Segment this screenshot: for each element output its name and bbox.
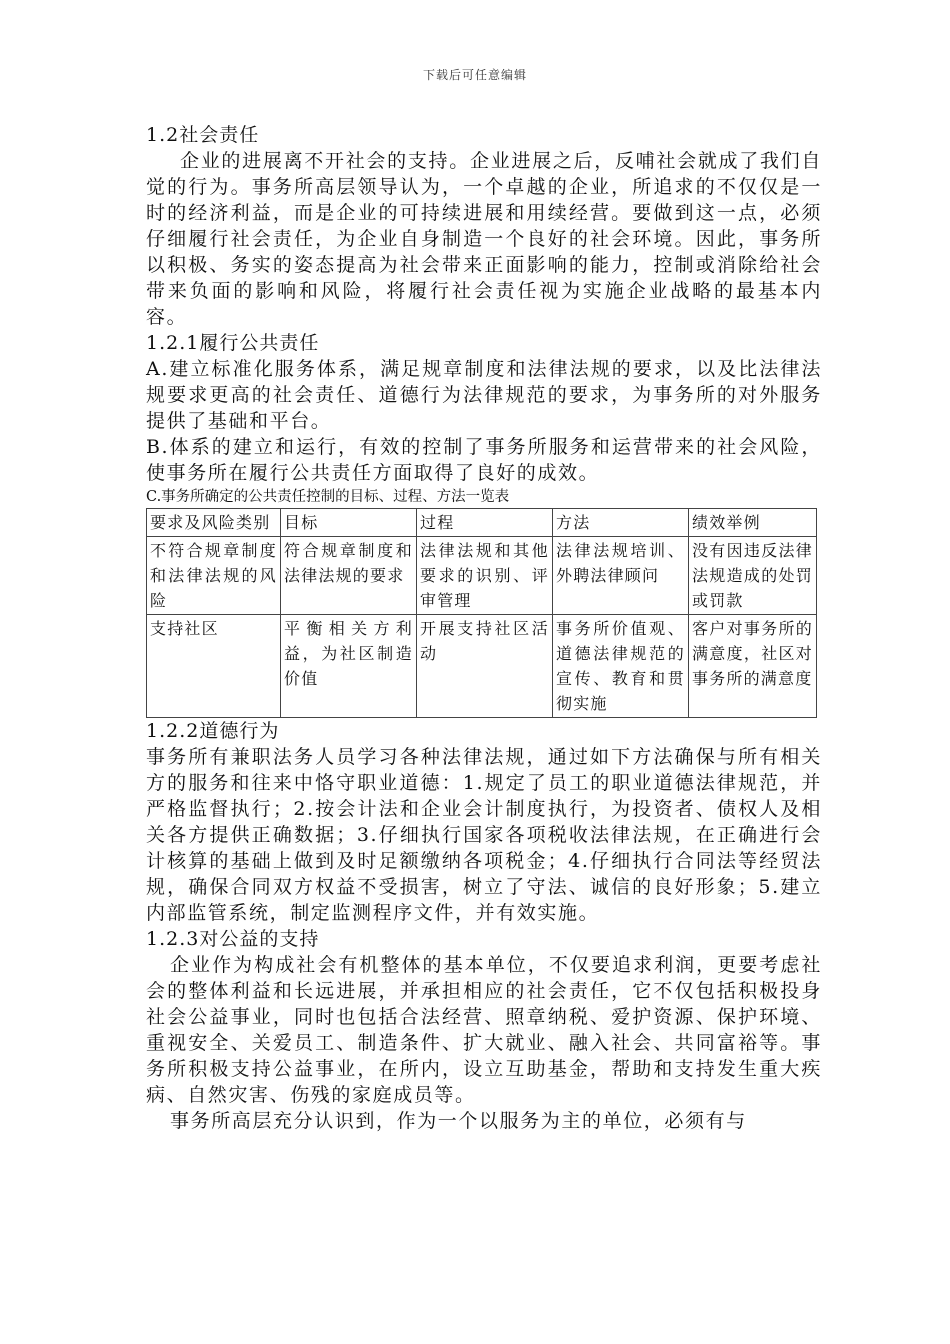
item-a: A.建立标准化服务体系，满足规章制度和法律法规的要求，以及比法律法规要求更高的社会责任、道德行为法律规范的要求，为事务所的对外服务提供了基础和平台。	[146, 358, 822, 432]
paragraph-public-welfare: 企业作为构成社会有机整体的基本单位，不仅要追求利润，更要考虑社会的整体利益和长远进展，并承担相应的社会责任，它不仅包括积极投身社会公益事业，同时也包括合法经营、照章纳税、爱护资源、保护环境、重视安全、关爱员工、制造条件、扩大就业、融入社会、共同富裕等。事务所积极支持公益事业，在所内，设立互助基金，帮助和支持发生重大疾病、自然灾害、伤残的家庭成员等。	[146, 954, 822, 1106]
table-cell: 客户对事务所的满意度，社区对事务所的满意度	[689, 615, 817, 718]
paragraph-social-responsibility: 企业的进展离不开社会的支持。企业进展之后，反哺社会就成了我们自觉的行为。事务所高层领导认为，一个卓越的企业，所追求的不仅仅是一时的经济利益，而是企业的可持续进展和用续经营。要做到这一点，必须仔细履行社会责任，为企业自身制造一个良好的社会环境。因此，事务所以积极、务实的姿态提高为社会带来正面影响的能力，控制或消除给社会带来负面的影响和风险，将履行社会责任视为实施企业战略的最基本内容。	[146, 150, 822, 328]
paragraph-ethics: 事务所有兼职法务人员学习各种法律法规，通过如下方法确保与所有相关方的服务和往来中恪守职业道德：1.规定了员工的职业道德法律规范，并严格监督执行；2.按会计法和企业会计制度执行，为投资者、债权人及相关各方提供正确数据；3.仔细执行国家各项税收法律法规，在正确进行会计核算的基础上做到及时足额缴纳各项税金；4.仔细执行合同法等经贸法规，确保合同双方权益不受损害，树立了守法、诚信的良好形象；5.建立内部监管系统，制定监测程序文件，并有效实施。	[146, 746, 822, 924]
section-title-1-2-2: 1.2.2道德行为	[146, 720, 280, 742]
table-cell: 法律法规和其他要求的识别、评审管理	[417, 537, 553, 615]
responsibility-table	[146, 508, 817, 718]
table-header-row	[147, 509, 817, 537]
table-cell: 平衡相关方利益，为社区制造价值	[281, 615, 417, 718]
table-header-cell: 方法	[553, 509, 689, 537]
table-cell: 不符合规章制度和法律法规的风险	[147, 537, 281, 615]
table-caption: C.事务所确定的公共责任控制的目标、过程、方法一览表	[146, 489, 510, 505]
section-title-1-2-1: 1.2.1履行公共责任	[146, 332, 320, 354]
item-b: B.体系的建立和运行，有效的控制了事务所服务和运营带来的社会风险，使事务所在履行公共责任方面取得了良好的成效。	[146, 436, 822, 484]
table-header-cell: 要求及风险类别	[147, 509, 281, 537]
table-cell: 符合规章制度和法律法规的要求	[281, 537, 417, 615]
section-title-1-2: 1.2社会责任	[146, 124, 260, 146]
table-header-cell: 目标	[281, 509, 417, 537]
table-header-cell: 过程	[417, 509, 553, 537]
paragraph-continued: 事务所高层充分认识到，作为一个以服务为主的单位，必须有与	[170, 1110, 747, 1132]
section-title-1-2-3: 1.2.3对公益的支持	[146, 928, 320, 950]
table-cell: 支持社区	[147, 615, 281, 718]
document-body	[146, 122, 822, 1134]
table-cell: 没有因违反法律法规造成的处罚或罚款	[689, 537, 817, 615]
table-cell: 法律法规培训、外聘法律顾问	[553, 537, 689, 615]
table-row	[147, 615, 817, 718]
table-row	[147, 537, 817, 615]
page-header: 下载后可任意编辑	[422, 68, 527, 82]
table-cell: 事务所价值观、道德法律规范的宣传、教育和贯彻实施	[553, 615, 689, 718]
table-cell: 开展支持社区活动	[417, 615, 553, 718]
table-header-cell: 绩效举例	[689, 509, 817, 537]
